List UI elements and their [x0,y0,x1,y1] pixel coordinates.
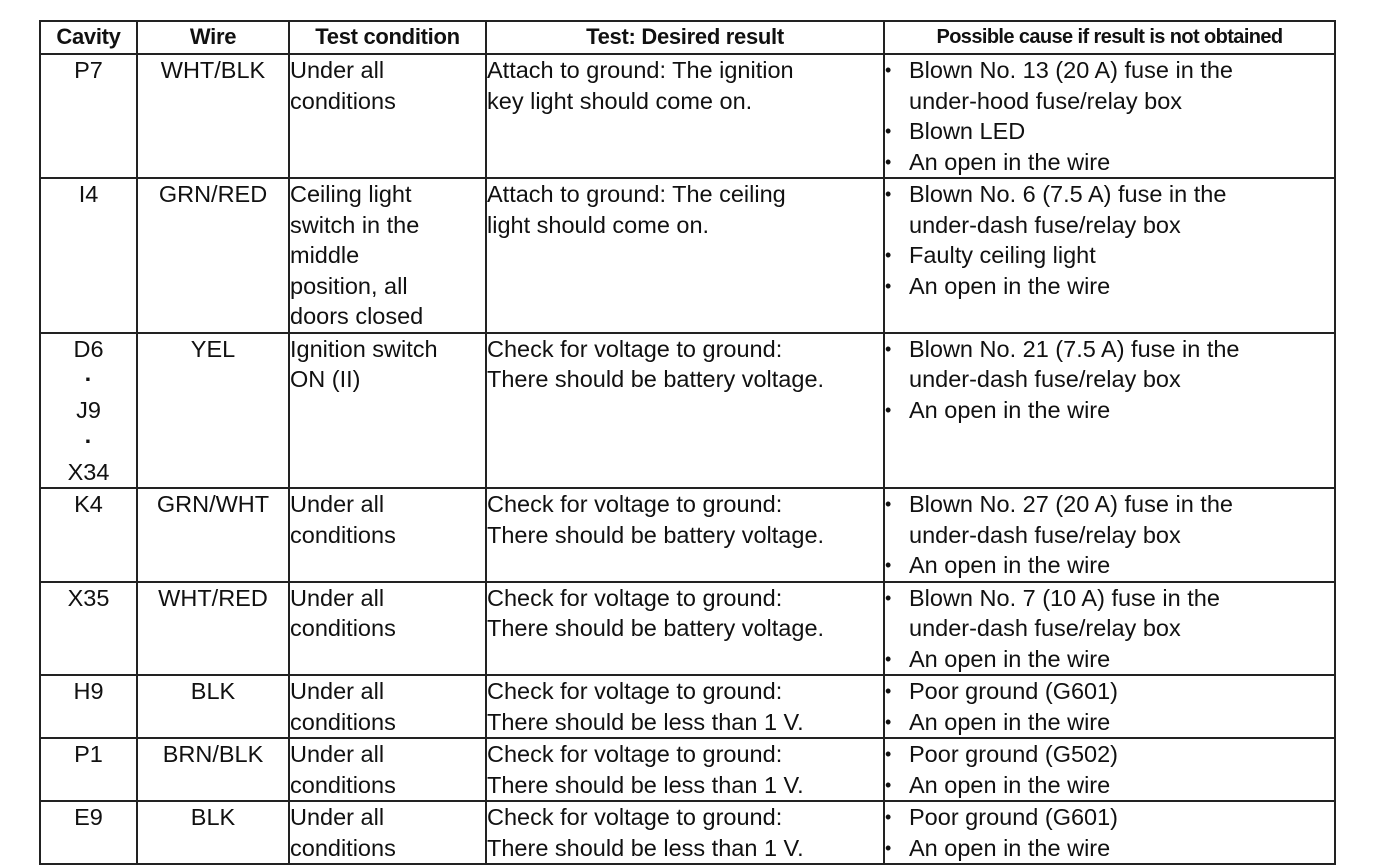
condition-line: doors closed [290,303,424,329]
test-cell [486,333,884,489]
cause-line: • Blown No. 21 (7.5 A) fuse in the [909,335,1240,362]
cause-item [885,395,1334,426]
cavity-cell [40,738,137,801]
table-row [40,488,1335,582]
condition-line: Under all [290,741,385,767]
cavity-label: X34 [67,458,110,485]
cause-line: • An open in the wire [909,708,1111,735]
cause-cell [884,333,1335,489]
cause-item [885,739,1334,770]
test-line: There should be battery voltage. [487,615,825,641]
cause-item [885,240,1334,271]
cause-line: under-dash fuse/relay box [909,521,1181,548]
cause-line: • Poor ground (G502) [909,741,1119,767]
cavity-separator: · [84,427,93,454]
table-row [40,675,1335,738]
condition-line: position, all [290,272,408,299]
test-line: key light should come on. [487,87,753,114]
cause-line: • Blown LED [909,118,1026,144]
cavity-cell [40,488,137,582]
cause-line: • An open in the wire [909,771,1111,798]
cavity-cell [40,178,137,333]
condition-line: Under all [290,491,385,517]
cause-list [885,334,1334,426]
cause-cell [884,54,1335,178]
test-line: light should come on. [487,211,710,238]
condition-line: Under all [290,804,385,830]
cavity-label: P7 [74,57,103,83]
condition-line: Under all [290,57,385,83]
cavity-cell [40,54,137,178]
cause-line: • Blown No. 6 (7.5 A) fuse in the [909,181,1227,207]
cause-item [885,55,1334,116]
cause-item [885,334,1334,395]
wire-cell: YEL [137,333,289,489]
condition-line: switch in the [290,211,420,238]
condition-line: conditions [290,708,396,735]
table-row [40,738,1335,801]
test-cell [486,675,884,738]
cause-item [885,707,1334,738]
test-line: There should be less than 1 V. [487,708,804,735]
cavity-cell [40,801,137,864]
cause-item [885,179,1334,240]
table-row [40,178,1335,333]
wire-cell: BLK [137,675,289,738]
test-cell [486,582,884,676]
test-cell [486,801,884,864]
table-row [40,54,1335,178]
condition-line: conditions [290,615,396,641]
cause-item [885,489,1334,550]
table-row [40,582,1335,676]
cause-line: under-dash fuse/relay box [909,615,1181,641]
cause-cell [884,675,1335,738]
cause-line: under-dash fuse/relay box [909,211,1181,238]
test-line: Attach to ground: The ignition [487,57,794,83]
cavity-label: E9 [74,804,103,830]
cause-line: • An open in the wire [909,834,1111,861]
cause-line: • An open in the wire [909,272,1111,299]
cavity-label: J9 [76,397,101,423]
test-cell [486,488,884,582]
test-line: Check for voltage to ground: [487,804,783,830]
condition-line: conditions [290,771,396,798]
cause-cell [884,738,1335,801]
cause-line: • Blown No. 27 (20 A) fuse in the [909,491,1233,517]
condition-cell [289,178,486,333]
condition-line: Under all [290,584,385,611]
cause-item [885,833,1334,864]
condition-cell [289,675,486,738]
wire-cell: BLK [137,801,289,864]
cause-cell [884,582,1335,676]
condition-cell [289,738,486,801]
cavity-cell [40,582,137,676]
test-line: There should be battery voltage. [487,366,825,392]
table-row [40,801,1335,864]
cause-cell [884,488,1335,582]
condition-cell [289,801,486,864]
cause-list [885,489,1334,581]
wire-cell: WHT/BLK [137,54,289,178]
condition-line: ON (II) [290,366,361,392]
cavity-label: X35 [67,584,110,611]
cause-item [885,147,1334,178]
condition-line: Ignition switch [290,335,438,362]
test-table [39,20,1336,865]
cavity-separator: · [84,366,93,392]
header-row [40,21,1335,54]
cause-line: • An open in the wire [909,396,1111,423]
cause-cell [884,178,1335,333]
condition-line: conditions [290,521,396,548]
test-line: There should be less than 1 V. [487,834,804,861]
cause-list [885,739,1334,800]
cause-line: under-dash fuse/relay box [909,366,1181,392]
cause-line: • Poor ground (G601) [909,678,1119,704]
cause-line: • Poor ground (G601) [909,804,1119,830]
test-line: Check for voltage to ground: [487,491,783,517]
header-test-desired-result: Test: Desired result [486,21,884,54]
wire-cell: BRN/BLK [137,738,289,801]
condition-cell [289,582,486,676]
cavity-label: H9 [73,678,104,704]
test-line: There should be less than 1 V. [487,771,804,798]
cause-item [885,644,1334,675]
wire-cell: WHT/RED [137,582,289,676]
cause-list [885,676,1334,737]
cause-line: • Faulty ceiling light [909,242,1096,268]
cause-list [885,179,1334,301]
cause-item [885,583,1334,644]
cavity-label: P1 [74,741,103,767]
condition-line: middle [290,242,360,268]
cause-item [885,676,1334,707]
cause-line: • An open in the wire [909,148,1111,175]
cavity-cell [40,333,137,489]
header-test-condition: Test condition [289,21,486,54]
test-cell [486,178,884,333]
cavity-label: I4 [78,181,99,207]
test-line: Check for voltage to ground: [487,678,783,704]
cause-item [885,550,1334,581]
wire-cell: GRN/WHT [137,488,289,582]
cause-item [885,271,1334,302]
condition-line: conditions [290,87,396,114]
condition-line: conditions [290,834,396,861]
condition-cell [289,54,486,178]
condition-line: Ceiling light [290,181,412,207]
cause-item [885,770,1334,801]
cavity-label: D6 [73,335,104,362]
test-cell [486,54,884,178]
cavity-cell [40,675,137,738]
test-line: There should be battery voltage. [487,521,825,548]
test-cell [486,738,884,801]
test-line: Check for voltage to ground: [487,584,783,611]
wire-cell: GRN/RED [137,178,289,333]
header-possible-cause: Possible cause if result is not obtained [884,21,1335,54]
cause-line: • An open in the wire [909,645,1111,672]
cause-item [885,802,1334,833]
condition-cell [289,333,486,489]
cause-list [885,55,1334,177]
header-cavity: Cavity [40,21,137,54]
cause-list [885,802,1334,863]
test-line: Attach to ground: The ceiling [487,181,786,207]
test-line: Check for voltage to ground: [487,335,783,362]
cause-list [885,583,1334,675]
cause-line: under-hood fuse/relay box [909,87,1183,114]
cause-line: • Blown No. 7 (10 A) fuse in the [909,584,1220,611]
cavity-label: K4 [74,491,103,517]
header-wire: Wire [137,21,289,54]
test-line: Check for voltage to ground: [487,741,783,767]
cause-cell [884,801,1335,864]
cause-line: • Blown No. 13 (20 A) fuse in the [909,57,1233,83]
cause-line: • An open in the wire [909,552,1111,578]
table-row [40,333,1335,489]
condition-line: Under all [290,678,385,704]
condition-cell [289,488,486,582]
cause-item [885,116,1334,147]
